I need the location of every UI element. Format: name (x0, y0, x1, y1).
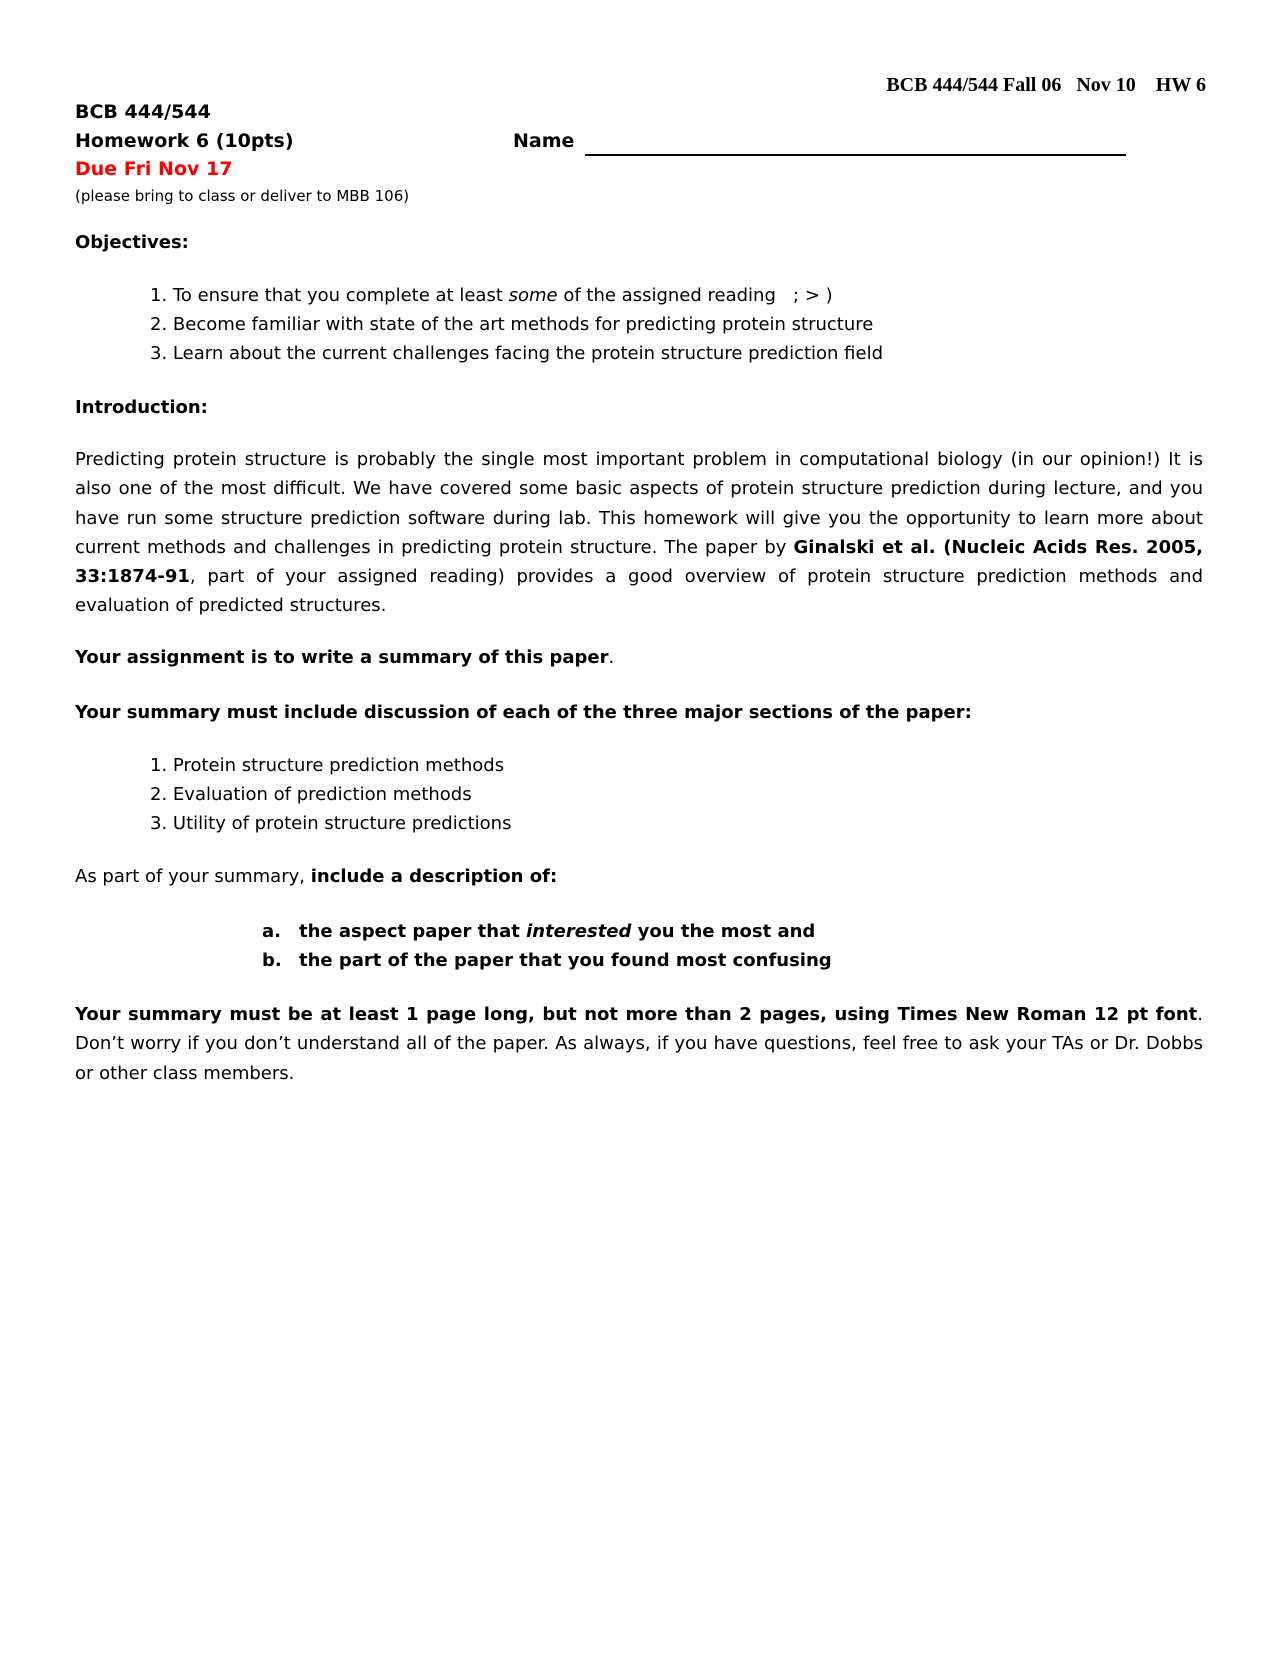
homework-title: Homework 6 (10pts) (75, 130, 294, 152)
length-requirement: Your summary must be at least 1 page long, but not more than 2 pages, using Times New Roman 12 pt font (75, 1004, 1198, 1025)
item-number: 2. (150, 784, 168, 805)
item-number: 2. (150, 314, 168, 335)
assignment-statement: Your assignment is to write a summary of this paper (75, 647, 609, 668)
description-list (262, 917, 832, 975)
name-blank-line (585, 154, 1126, 156)
description-line (75, 866, 557, 887)
item-text-end: of the assigned reading ; > ) (557, 285, 833, 306)
item-text: Become familiar with state of the art methods for predicting protein structure (172, 314, 874, 335)
introduction-paragraph (75, 445, 1203, 621)
item-text: Evaluation of prediction methods (172, 784, 472, 805)
list-item (150, 310, 883, 339)
item-text: Utility of protein structure predictions (172, 813, 512, 834)
running-header: BCB 444/544 Fall 06 Nov 10 HW 6 (886, 74, 1206, 96)
sections-requirement: Your summary must include discussion of each of the three major sections of the paper: (75, 702, 972, 723)
item-text: Learn about the current challenges facing the protein structure prediction field (172, 343, 884, 364)
delivery-note: (please bring to class or deliver to MBB 106) (75, 187, 410, 205)
sections-list (150, 751, 511, 838)
item-text: Protein structure prediction methods (172, 755, 505, 776)
closing-paragraph (75, 1000, 1203, 1088)
item-text-end: you the most and (631, 921, 816, 942)
introduction-heading: Introduction: (75, 397, 208, 418)
list-item (150, 809, 511, 838)
objectives-heading: Objectives: (75, 232, 189, 253)
due-date: Due Fri Nov 17 (75, 158, 233, 180)
list-item (262, 946, 832, 975)
list-item (150, 751, 511, 780)
item-number: 3. (150, 343, 168, 364)
item-marker: a. (262, 921, 281, 942)
item-emphasis: some (508, 285, 558, 306)
item-number: 1. (150, 285, 168, 306)
item-text-start: To ensure that you complete at least (172, 285, 509, 306)
item-number: 3. (150, 813, 168, 834)
item-text-start: the aspect paper that (299, 921, 527, 942)
list-item (150, 281, 883, 310)
list-item (150, 339, 883, 368)
item-number: 1. (150, 755, 168, 776)
assignment-period: . (608, 647, 615, 668)
item-text: the part of the paper that you found most confusing (299, 950, 832, 971)
course-title: BCB 444/544 (75, 101, 211, 123)
intro-text-end: , part of your assigned reading) provides a good overview of protein structure prediction methods and evaluation of predicted structures. (75, 566, 1203, 617)
list-item (150, 780, 511, 809)
item-marker: b. (262, 950, 282, 971)
closing-text: . Don’t worry if you don’t understand all of the paper. As always, if you have questions, feel free to ask your TAs or Dr. Dobbs or other class members. (75, 1004, 1203, 1084)
paper-citation: Ginalski et al. (Nucleic Acids Res. 2005, 33:1874-91 (75, 536, 1203, 588)
assignment-line (75, 647, 614, 668)
name-label: Name (513, 130, 575, 152)
list-item (262, 917, 832, 946)
description-intro: As part of your summary, (75, 866, 311, 887)
intro-text-start: Predicting protein structure is probably the single most important problem in computational biology (in our opinion!) It is also one of the most difficult. We have covered some basic aspects of protein structure prediction during lecture, and you have run some structure prediction software during lab. This homework will give you the opportunity to learn more about current methods and challenges in predicting protein structure. The paper by (75, 449, 1203, 558)
description-requirement: include a description of: (310, 866, 558, 887)
objectives-list (150, 281, 883, 368)
item-emphasis: interested (526, 921, 632, 942)
